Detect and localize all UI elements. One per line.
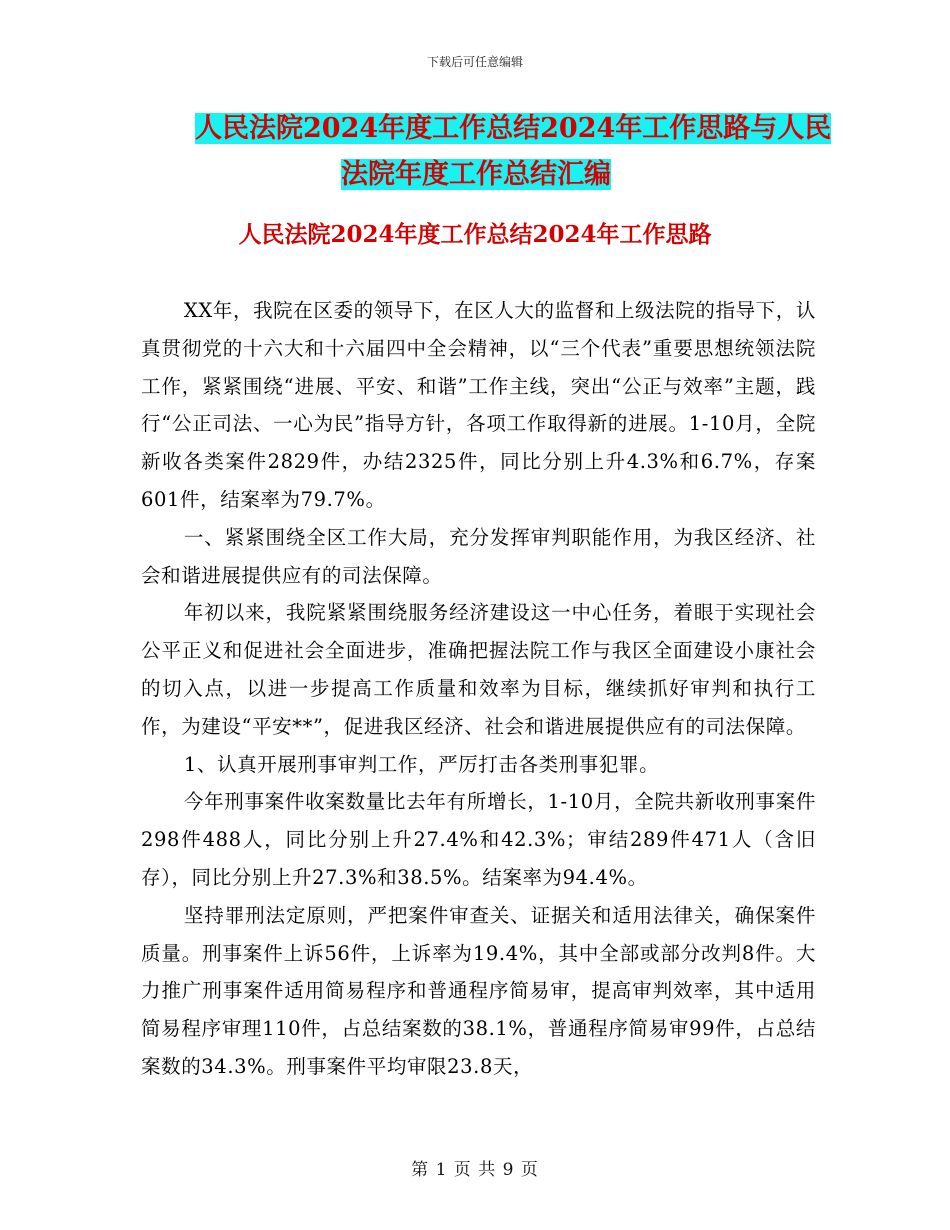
paragraph: 1、认真开展刑事审判工作，严厉打击各类刑事犯罪。 [183,752,660,776]
paragraph: 今年刑事案件收案数量比去年有所增长，1-10月，全院共新收刑事案件298件488人，同比分别上升27.4%和42.3%；审结289件471人（含旧存），同比分别上升27.3%和38.5%。结案率为94.4%。 [141,790,816,889]
paragraph: XX年，我院在区委的领导下，在区人大的监督和上级法院的指导下，认真贯彻党的十六大和十六届四中全会精神，以“三个代表”重要思想统领法院工作，紧紧围绕“进展、平安、和谐”工作主线，突出“公正与效率”主题，践行“公正司法、一心为民”指导方针，各项工作取得新的进展。1-10月，全院新收各类案件2829件，办结2325件，同比分别上升4.3%和6.7%，存案601件，结案率为79.7%。 [141,299,816,511]
page-header: 下载后可任意编辑 [426,55,523,69]
title-line-1 [195,106,832,152]
page-number: 第 1 页 共 9 页 [411,1160,539,1180]
title-line-2 [195,152,815,198]
title-highlight-2: 法院年度工作总结汇编 [341,159,611,190]
section-title: 人民法院2024年度工作总结2024年工作思路 [238,221,712,248]
title-highlight-1: 人民法院2024年度工作总结2024年工作思路与人民 [195,113,832,144]
paragraph: 一、紧紧围绕全区工作大局，充分发挥审判职能作用，为我区经济、社会和谐进展提供应有的司法保障。 [141,525,816,587]
document-body [141,292,816,1086]
paragraph: 坚持罪刑法定原则，严把案件审查关、证据关和适用法律关，确保案件质量。刑事案件上诉56件，上诉率为19.4%，其中全部或部分改判8件。大力推广刑事案件适用简易程序和普通程序简易审，提高审判效率，其中适用简易程序审理110件，占总结案数的38.1%，普通程序简易审99件，占总结案数的34.3%。刑事案件平均审限23.8天， [141,903,816,1078]
paragraph: 年初以来，我院紧紧围绕服务经济建设这一中心任务，着眼于实现社会公平正义和促进社会全面进步，准确把握法院工作与我区全面建设小康社会的切入点，以进一步提高工作质量和效率为目标，继续抓好审判和执行工作，为建设“平安**”，促进我区经济、社会和谐进展提供应有的司法保障。 [141,601,816,738]
document-title [195,106,832,198]
